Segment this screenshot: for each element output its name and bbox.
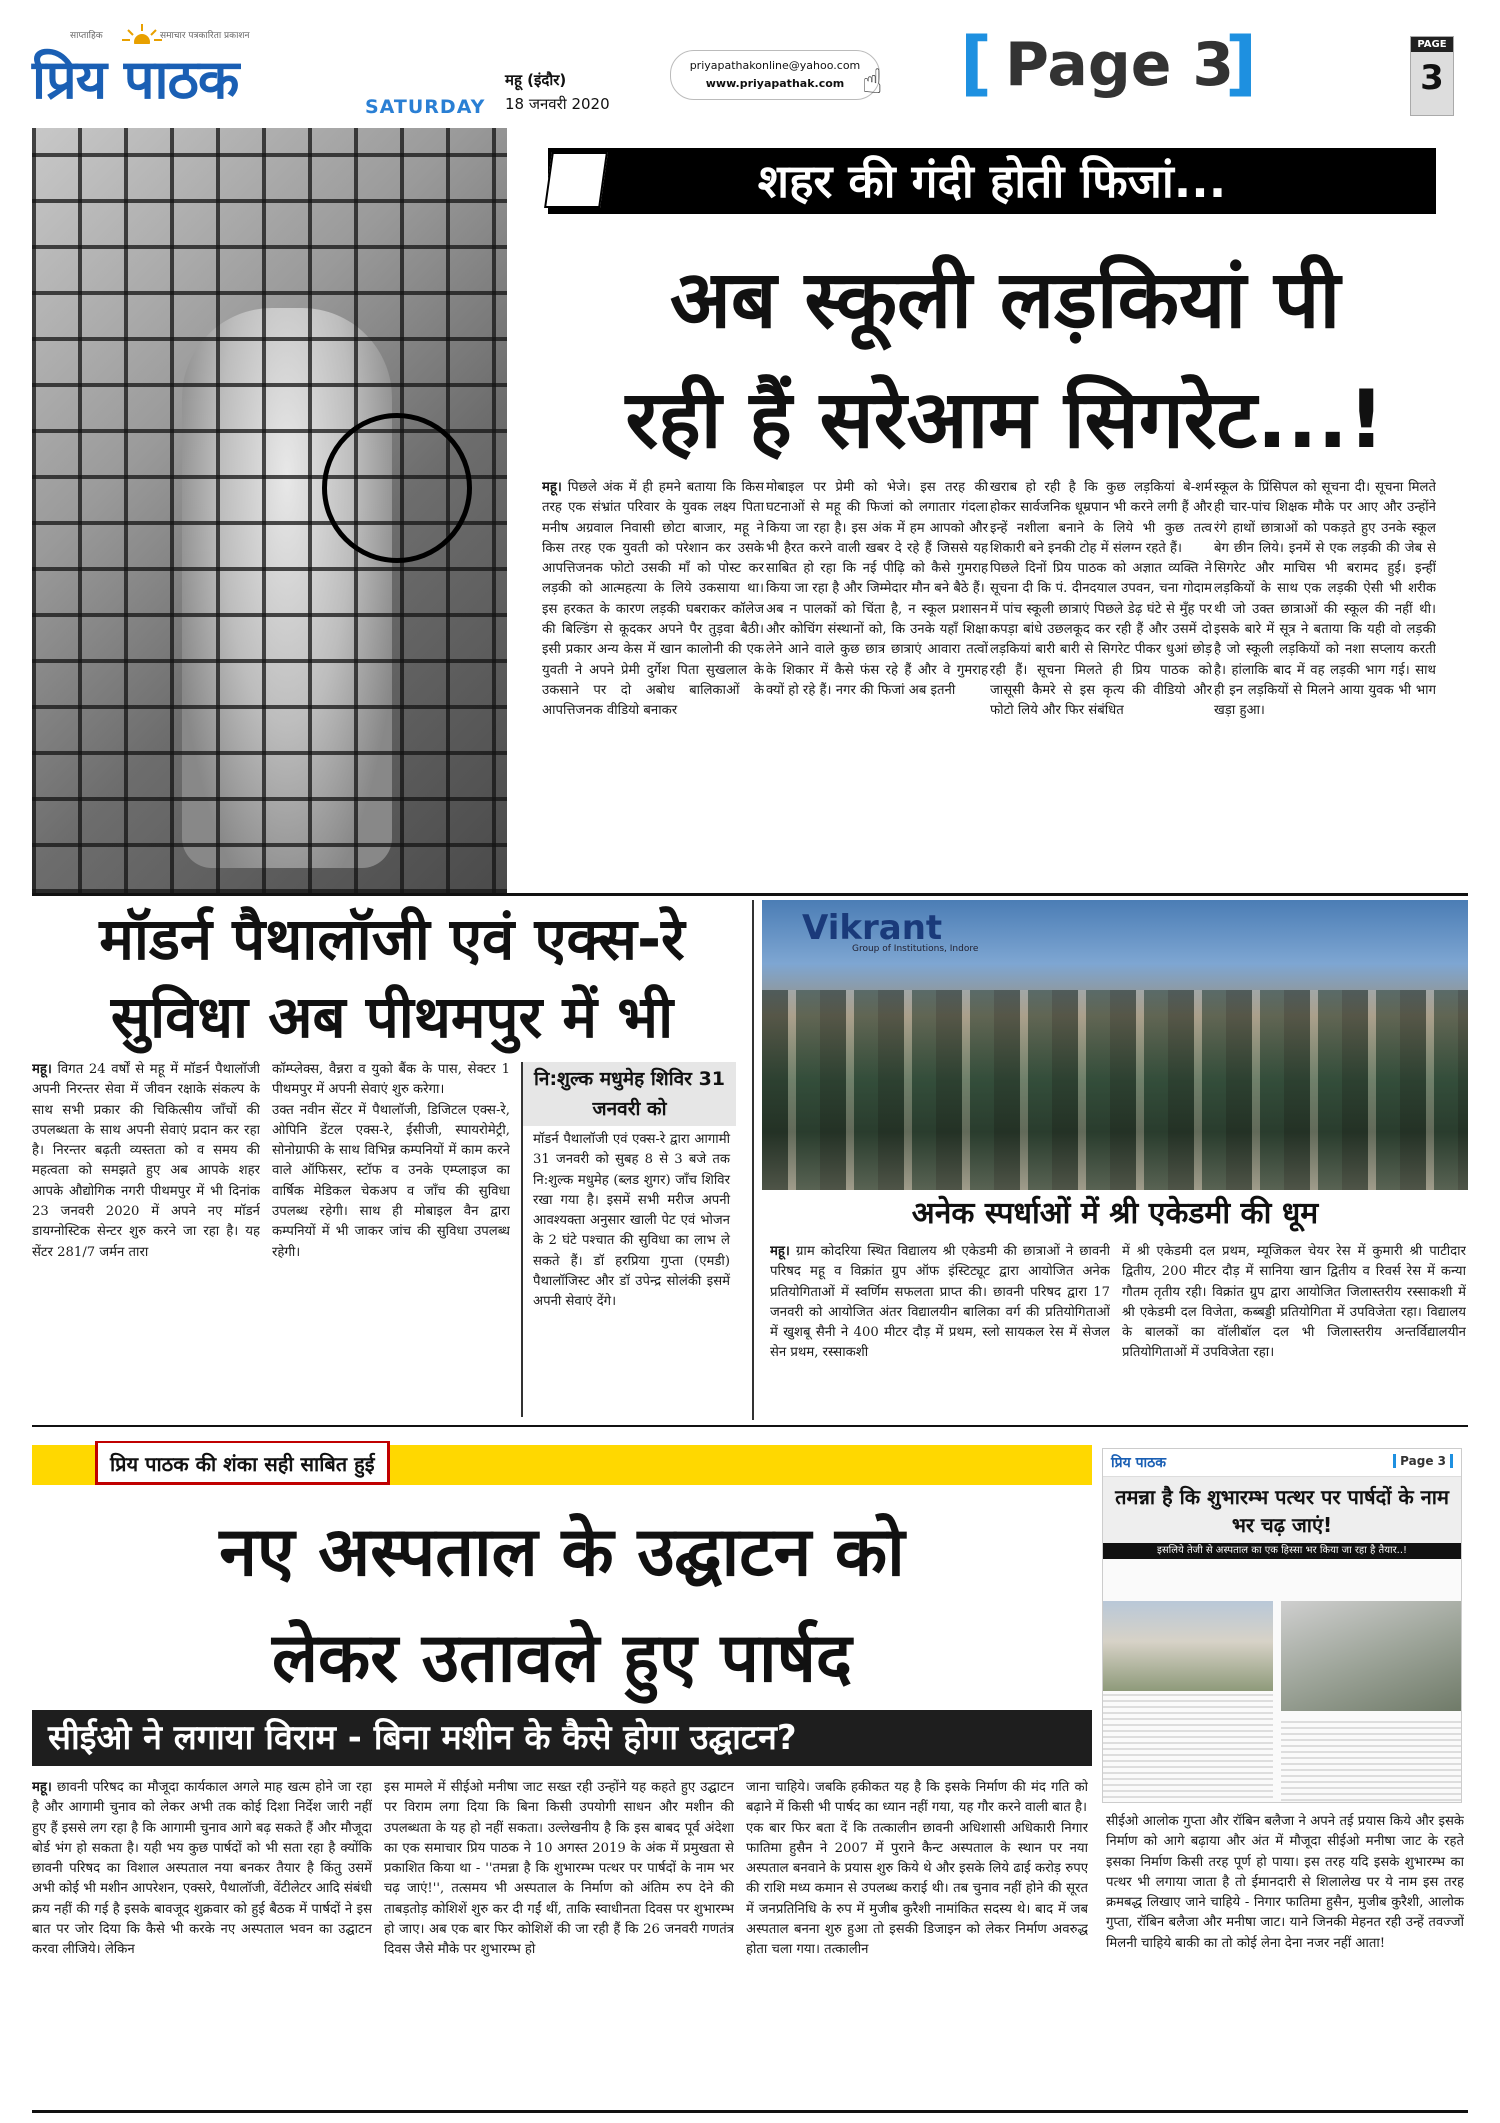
- story4-dateline: महू।: [32, 1780, 52, 1795]
- clip-text-block: [1103, 1694, 1273, 1803]
- right-bracket-icon: ]: [1225, 22, 1257, 104]
- masthead: [0, 0, 1500, 125]
- diabetes-camp-text: मॉडर्न पैथालॉजी एवं एक्स-रे द्वारा आगामी 31 जनवरी को सुबह 8 से 3 बजे तक नि:शुल्क मधुमेह (ब्लड शुगर) जाँच शिविर रखा गया है। इसमें सभी मरीज अपनी आवश्यक्ता अनुसार खाली पेट एवं भोजन के 2 घंटे पश्चात की सुविधा का लाभ ले सकते हैं। डॉ हरप्रिया गुप्ता (एमडी) पैथालॉजिस्ट और डॉ उपेन्द्र सोलंकी इसमें अपनी सेवाएं देंगे।: [533, 1132, 730, 1310]
- story2-headline: [32, 900, 752, 1056]
- story1-column-2: मोबाइल पर प्रेमी को भेजे। इस तरह की घटनाओं से महू की फिजां को लगातार गंदला किया जा रहा है। इस अंक में हम आपको और भी हैरत करने वाली खबर दे रहे हैं जिससे यह साबित हो रहा कि नई पीढ़ि को कैसे गुमराह किया जा रहा है और जिम्मेदार मौन बने बैठे हैं। अब न पालकों को चिंता है, न स्कूल प्रशासन और कोचिंग संस्थानों को, कि उनके यहॉं शिक्षा लेने आने वाले कुछ छात्र छात्राएं आवारा तत्वों के शिकार में कैसे फंस रहे हैं और वे गुमराह क्यों हो रहे हैं। नगर की फिजां अब इतनी: [766, 480, 988, 698]
- story3-headline: अनेक स्पर्धाओं में श्री एकेडमी की धूम: [911, 1196, 1319, 1231]
- kicker-box-icon: [544, 152, 608, 208]
- story3-dateline: महू।: [770, 1244, 790, 1259]
- page-label: Page 3: [1005, 30, 1235, 100]
- clip-headline: तमन्ना है कि शुभारम्भ पत्थर पर पार्षदों के नाम भर चढ़ जाएं!: [1103, 1477, 1461, 1543]
- website-link[interactable]: www.priyapathak.com: [705, 77, 845, 90]
- story4-column-4: सीईओ आलोक गुप्ता और रॉबिन बलैजा ने अपने तई प्रयास किये और इसके निर्माण को आगे बढ़ाया और अंत में मौजूदा सीईओ मनीषा जाट के रहते इसका निर्माण किसी तरह पूर्ण हो पाया। इस तरह यदि इसके शुभारम्भ का पत्थर भी लगाया जाता है तो ईमानदारी से शिलालेख पर ये नाम इस तरह क्रमबद्ध लिखाए जाने चाहिये - निगार फातिमा हुसैन, मुजीब कुरैशी, आलोक गुप्ता, रॉबिन बलैजा और मनीषा जाट। याने जिनकी मेहनत रही उन्हें तवज्जों मिलनी चाहिये बाकी का तो कोई लेना देना नजर नहीं आता!: [1106, 1814, 1464, 1951]
- contact-box: [670, 50, 880, 100]
- section-divider: [32, 893, 1468, 896]
- story2-dateline: महू।: [32, 1062, 52, 1077]
- clip-strapline: इसलिये तेजी से अस्पताल का एक हिस्सा भर किया जा रहा है तैयार..!: [1103, 1543, 1461, 1559]
- story2-column-2: कॉम्प्लेक्स, वैन्नरा व युको बैंक के पास, सेक्टर 1 पीथमपुर में अपनी सेवाएं शुरु करेगा। उक्त नवीन सेंटर में पैथालॉजी, डिजिटल एक्स-रे, ओपिनि डेंटल एक्स-रे, ईसीजी, स्पायरोमेट्री, सोनोग्राफी के साथ विभिन्न कम्पनियों में काम करने वाले ऑफिसर, स्टॉफ व उनके एम्प्लाइज का वार्षिक मेडिकल चेकअप व जाँच की सुविधा उपलब्ध रहेगी। साथ ही मोबाइल वैन द्वारा कम्पनियों में भी जाकर जांच की सुविधा उपलब्ध रहेगी।: [272, 1062, 510, 1260]
- story4-label: प्रिय पाठक की शंका सही साबित हुई: [95, 1441, 390, 1485]
- story3-photo: [762, 900, 1468, 1190]
- photo-banner-subtext: Group of Institutions, Indore: [852, 944, 979, 954]
- clip-photo-site: [1281, 1601, 1462, 1711]
- clip-masthead: [1103, 1449, 1461, 1477]
- page-number: 3: [1420, 58, 1444, 98]
- clip-photo-building: [1103, 1601, 1273, 1691]
- page-badge-label: PAGE: [1411, 37, 1453, 52]
- email-link[interactable]: priyapathakonline@yahoo.com: [689, 59, 861, 72]
- pointer-hand-icon: ☝: [862, 62, 883, 102]
- story4-column-3: जाना चाहिये। जबकि हकीकत यह है कि इसके निर्माण की मंद गति को बढ़ाने में किसी भी पार्षद का ध्यान नहीं गया, यह गौर करने वाली बात है। एक बार फिर बता दें कि तत्कालीन छावनी अधिशासी अधिकारी निगार फातिमा हुसैन ने 2007 में पुराने कैन्ट अस्पताल के स्थान पर नया अस्पताल बनवाने के प्रयास शुरु किये थे और इसके लिये ढाई करोड़ रुपए की राशि मध्य कमान से उपलब्ध कराई थी। तब चुनाव नहीं होने की सूरत में जनप्रतिनिधि के रुप में मुजीब कुरैशी नामांकित सदस्य थे। बाद में जब अस्पताल बनना शुरु हुआ तो इसकी डिजाइन को लेकर निर्माण अवरुद्ध होता चला गया। तत्कालीन: [746, 1780, 1088, 1958]
- story1-photo: [32, 128, 507, 893]
- photo-group: [762, 990, 1468, 1190]
- issue-date: 18 जनवरी 2020: [505, 95, 610, 113]
- story3-column-2: में श्री एकेडमी दल प्रथम, म्यूजिकल चेयर रेस में कुमारी श्री पाटीदार द्वितीय, 200 मीटर दौड़ में सानिया खान द्वितीय व रिवर्स रेस में कन्या गौतम तृतीय रही। विक्रांत ग्रुप द्वारा आयोजित जिलास्तरीय रस्साकशी में श्री एकेडमी दल विजेता, कब्बड्डी प्रतियोगिता में उपविजेता रहा। विद्यालय के बालकों का वॉलीबॉल दल भी जिलास्तरीय अन्तर्विद्यालयीन प्रतियोगिताओं में उपविजेता रहा।: [1122, 1244, 1466, 1361]
- story4-subhead: सीईओ ने लगाया विराम - बिना मशीन के कैसे होगा उद्घाटन?: [32, 1710, 1092, 1766]
- highlight-circle: [322, 413, 472, 563]
- story1-headline-line2: रही हैं सरेआम सिगरेट...!: [625, 373, 1385, 466]
- story2-col1-text: विगत 24 वर्षों से महू में मॉडर्न पैथालॉजी अपनी निरन्तर सेवा में जीवन रक्षाके संकल्प के साथ सभी प्रकार की चिकित्सीय जाँचों की उपलब्धता के साथ अपनी सेवाएं प्रदान कर रहा है। निरन्तर बढ़ती व्यस्तता को व समय की महत्वता को समझते हुए अब आपके शहर आपके औद्योगिक नगरी पीथमपुर में भी दिनांक 23 जनवरी 2020 में अपने नए मॉडर्न डायग्नोस्टिक सेन्टर शुरु करने जा रहा है। यह सेंटर 281/7 जर्मन तारा: [32, 1062, 260, 1260]
- clip-text-block: [1281, 1717, 1462, 1803]
- story1-kicker: शहर की गंदी होती फिजां...: [548, 148, 1436, 214]
- story4-headline-line1: नए अस्पताल के उद्घाटन को: [219, 1513, 905, 1592]
- story3-column-1: [770, 1242, 1110, 1417]
- diabetes-camp-box: [521, 1062, 736, 1417]
- story1-column-3: खराब हो रही है कि कुछ लड़कियां बे-शर्म होकर सार्वजनिक धूम्रपान भी करने लगी हैं और इन्हें नशीला बनाने के लिये भी कुछ तत्व शिकारी बने इनकी टोह में संलग्न रहते हैं। पिछले दिनों प्रिय पाठक को अज्ञात व्यक्ति ने सूचना दी कि पं. दीनदयाल उपवन, चना गोदाम में पांच स्कूली छात्राएं पिछले डेढ़ घंटे से मुँह पर कपड़ा बांधे उछलकूद कर रही हैं और उसमें दो लड़कियां बारी बारी से सिगरेट पीकर धुआं छोड़ रही हैं। सूचना मिलते ही प्रिय पाठक को जासूसी कैमरे से इस कृत्य की वीडियो और फोटो लिये और फिर संबंधित: [990, 480, 1212, 719]
- story2-headline-line1: मॉडर्न पैथालॉजी एवं एक्स-रे: [99, 905, 685, 973]
- clip-logo: प्रिय पाठक: [1111, 1455, 1167, 1471]
- story2-column-1: [32, 1060, 260, 1412]
- story1-column-4: स्कूल के प्रिंसिपल को सूचना दी। सूचना मिलते ही चार-पांच शिक्षक मौके पर आए और उन्होंने रंगे हाथों छात्राओं को पकड़ते हुए उनके स्कूल बेग छीन लिये। इनमें से एक लड़की की जेब से सिगरेट और माचिस भी बरामद हुई। इन्हीं लड़कियों के साथ एक लड़की ऐसी भी शरीक थी जो उक्त छात्राओं की स्कूल की नहीं थी। इसके बारे में सूत्र ने बताया कि यही वो लड़की है जो स्कूली लड़कियों को नशा सप्लाय करती है। हांलाकि बाद में वह लड़की भाग गई। साथ ही इन लड़कियों से मिलने आया युवक भी भाग खड़ा हुआ।: [1214, 480, 1436, 719]
- story1-headline: [525, 240, 1485, 480]
- day-label: SATURDAY: [365, 96, 486, 118]
- logo-tagline: समाचार पत्रकारिता प्रकाशन: [160, 31, 250, 41]
- story1-dateline: महू।: [542, 480, 562, 495]
- story2-headline-line2: सुविधा अब पीथमपुर में भी: [110, 983, 674, 1051]
- diabetes-camp-heading: नि:शुल्क मधुमेह शिविर 31 जनवरी को: [523, 1062, 736, 1126]
- story4-col1-text: छावनी परिषद का मौजूदा कार्यकाल अगले माह खत्म होने जा रहा है और आगामी चुनाव को लेकर अभी तक कोई दिशा निर्देश जारी नहीं हुए हैं इससे लग रहा है कि आगामी चुनाव आगे बढ़ सकते हैं और मौजूदा बोर्ड भंग हो सकता है। यही भय कुछ पार्षदों को भी सता रहा है क्योंकि छावनी परिषद का विशाल अस्पताल नया बनकर तैयार है किंतु उसमें अभी कोई भी मशीन आपरेशन, एक्सरे, पैथालॉजी, वेंटीलेटर आदि संबंधी क्रय नहीं की गई है इसके बावजूद शुक्रवार को हुई बैठक में पार्षदों ने इस बात पर जोर दिया कि कैसे भी करके नए अस्पताल भवन का उद्घाटन करवा लीजिये। लेकिन: [32, 1780, 372, 1958]
- photo-banner-text: Vikrant: [802, 908, 943, 948]
- column-divider: [752, 900, 754, 1420]
- story4-column-1: [32, 1778, 372, 2103]
- newspaper-logo: प्रिय पाठक: [32, 48, 239, 111]
- clip-page-label: Page 3: [1393, 1454, 1453, 1468]
- logo-prefix: साप्ताहिक: [70, 31, 103, 41]
- story4-headline: [32, 1500, 1092, 1712]
- section-divider: [32, 1425, 1468, 1427]
- story1-headline-line1: अब स्कूली लड़कियां पी: [669, 253, 1341, 346]
- story4-column-2: इस मामले में सीईओ मनीषा जाट सख्त रही उन्होंने यह कहते हुए उद्घाटन पर विराम लगा दिया कि बिना किसी उपयोगी साधन और मशीन की उपलब्धता के यह हो नहीं सकता। उल्लेखनीय है कि इस बाबद पूर्व अंदेशा का एक समाचार प्रिय पाठक ने 10 अगस्त 2019 के अंक में प्रमुखता से प्रकाशित किया था - ''तमन्ना है कि शुभारम्भ पत्थर पर पार्षदों के नाम भर चढ़ जाएं!'', तत्समय भी अस्पताल के निर्माण को अंतिम रुप देने की ताबड़तोड़ कोशिशें शुरु कर दी गईं थीं, ताकि स्वाधीनता दिवस पर शुभारम्भ हो जाए। अब एक बार फिर कोशिशें की जा रही हैं कि 26 जनवरी गणतंत्र दिवस जैसे मौके पर शुभारम्भ हो: [384, 1780, 734, 1958]
- left-bracket-icon: [: [960, 22, 992, 104]
- previous-issue-clipping: [1102, 1448, 1462, 1803]
- story3-col1-text: ग्राम कोदरिया स्थित विद्यालय श्री एकेडमी की छात्राओं ने छावनी परिषद महू व विक्रांत ग्रुप ऑफ इंस्टिट्यूट द्वारा आयोजित अनेक प्रतियोगिताओं में स्वर्णिम सफलता प्राप्त की। छावनी परिषद द्वारा 17 जनवरी को आयोजित अंतर विद्यालयीन बालिका वर्ग की प्रतियोगिताओं में खुशबू सैनी ने 400 मीटर दौड़ में प्रथम, स्लो सायकल रेस में सेजल सेन प्रथम, रस्साकशी: [770, 1244, 1110, 1361]
- story1-col1-text: पिछले अंक में ही हमने बताया कि किस तरह एक संभ्रांत परिवार के युवक लक्ष्य पिता मनीष अग्रवाल निवासी छोटा बाजार, महू ने किस तरह एक युवती को परेशान कर उसके आपत्तिजनक फोटो उसकी मॉं को पोस्ट कर लड़की को आत्महत्या के लिये उकसाया था। इस हरकत के कारण लड़की घबराकर कॉलेज की बिल्डिंग से कूदकर अपने पैर तुड़वा बैठी। इसी प्रकार अन्य केस में खान कालोनी की एक युवती ने अपने प्रेमी दुर्गेश पिता सुखलाल के उकसाने पर दो अबोध बालिकाओं के आपत्तिजनक वीडियो बनाकर: [542, 480, 764, 719]
- dateline-city: महू (इंदौर): [505, 71, 567, 89]
- story4-headline-line2: लेकर उतावले हुए पार्षद: [271, 1619, 853, 1698]
- page-badge: [1410, 36, 1454, 116]
- story1-column-1: [542, 478, 764, 890]
- page-bottom-rule: [32, 2110, 1468, 2113]
